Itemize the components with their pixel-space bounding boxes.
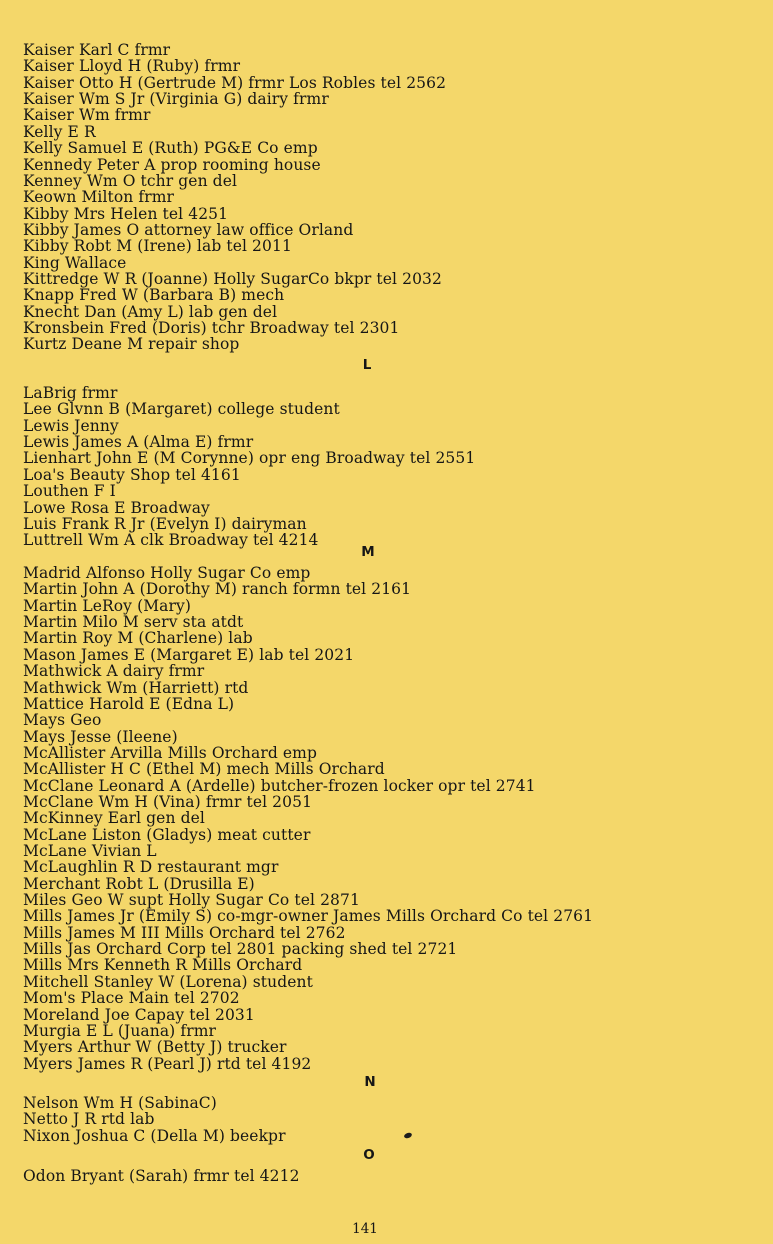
directory-entry: Kaiser Lloyd H (Ruby) frmr [23,57,241,76]
directory-entry: Kittredge W R (Joanne) Holly SugarCo bkpr tel 2032 [23,269,442,288]
directory-entry: Kaiser Wm frmr [23,106,151,125]
directory-entry: Kelly E R [23,122,96,141]
directory-entry: Nelson Wm H (SabinaC) [23,1094,217,1112]
directory-entry: Merchant Robt L (Drusilla E) [23,874,255,893]
directory-entry: McClane Leonard A (Ardelle) butcher-frozen locker opr tel 2741 [23,776,536,795]
section-letter-heading: M [361,544,375,560]
directory-entry: Mitchell Stanley W (Lorena) student [23,972,313,991]
directory-entry: Mom's Place Main tel 2702 [23,989,240,1008]
directory-entry: Lowe Rosa E Broadway [23,498,210,517]
directory-entry: Lewis James A (Alma E) frmr [23,433,254,452]
section-letter-heading: L [362,357,372,373]
directory-entry: Myers Arthur W (Betty J) trucker [23,1038,287,1057]
directory-entry: Martin LeRoy (Mary) [23,596,192,615]
directory-entry: Mattice Harold E (Edna L) [23,694,235,713]
directory-entry: Lewis Jenny [23,416,119,435]
directory-entry: Lee Glvnn B (Margaret) college student [23,400,340,419]
directory-entry: Nixon Joshua C (Della M) beekpr [23,1126,286,1145]
page-number: 141 [352,1221,378,1237]
directory-entry: Martin Roy M (Charlene) lab [23,629,253,648]
directory-entry: Kaiser Wm S Jr (Virginia G) dairy frmr [23,90,329,109]
directory-entry: Kennedy Peter A prop rooming house [23,155,321,174]
directory-entry: McAllister H C (Ethel M) mech Mills Orchard [23,760,385,779]
directory-entry: Kurtz Deane M repair shop [23,335,240,354]
directory-entry: Kronsbein Fred (Doris) tchr Broadway tel 2301 [23,319,400,337]
directory-entry: Odon Bryant (Sarah) frmr tel 4212 [23,1167,300,1185]
directory-entry: Kibby James O attorney law office Orland [23,220,354,239]
directory-entry: Keown Milton frmr [23,188,175,207]
directory-entry: Mills James Jr (Emily S) co-mgr-owner James Mills Orchard Co tel 2761 [23,907,594,926]
ink-blot [403,1132,412,1139]
directory-entry: Kibby Mrs Helen tel 4251 [23,204,229,223]
directory-entry: McLane Liston (Gladys) meat cutter [23,825,311,844]
directory-entry: Martin John A (Dorothy M) ranch formn tel 2161 [23,580,412,599]
directory-entry: Martin Milo M serv sta atdt [23,613,244,631]
directory-entry: Kibby Robt M (Irene) lab tel 2011 [23,237,292,256]
directory-entry: McClane Wm H (Vina) frmr tel 2051 [23,792,313,811]
directory-entry: Madrid Alfonso Holly Sugar Co emp [23,564,311,582]
directory-entry: Mason James E (Margaret E) lab tel 2021 [23,645,355,664]
directory-entry: Kaiser Karl C frmr [23,41,171,59]
directory-entry: McKinney Earl gen del [23,809,205,828]
directory-entry: LaBrig frmr [23,384,118,402]
directory-entry: Kenney Wm O tchr gen del [23,171,238,190]
directory-entry: Mays Jesse (Ileene) [23,727,178,746]
directory-entry: McLane Vivian L [23,842,157,860]
directory-entry: Loa's Beauty Shop tel 4161 [23,465,241,484]
directory-entry: McLaughlin R D restaurant mgr [23,858,279,877]
directory-entry: Kelly Samuel E (Ruth) PG&E Co emp [23,139,318,158]
directory-entry: King Wallace [23,253,127,272]
directory-entry: Knecht Dan (Amy L) lab gen del [23,302,278,321]
directory-entry: Moreland Joe Capay tel 2031 [23,1005,255,1024]
directory-entry: Murgia E L (Juana) frmr [23,1021,217,1040]
directory-entry: Luttrell Wm A clk Broadway tel 4214 [23,531,319,550]
directory-entry: Miles Geo W supt Holly Sugar Co tel 2871 [23,891,360,909]
directory-entry: McAllister Arvilla Mills Orchard emp [23,743,318,762]
directory-entry: Mills Jas Orchard Corp tel 2801 packing shed tel 2721 [23,940,458,958]
directory-entry: Mathwick A dairy frmr [23,662,205,681]
directory-entry: Luis Frank R Jr (Evelyn I) dairyman [23,514,307,533]
directory-entry: Mays Geo [23,711,102,730]
directory-entry: Netto J R rtd lab [23,1110,155,1129]
directory-entry: Lienhart John E (M Corynne) opr eng Broadway tel 2551 [23,449,476,468]
directory-entry: Kaiser Otto H (Gertrude M) frmr Los Robles tel 2562 [23,73,447,92]
directory-entry: Mills Mrs Kenneth R Mills Orchard [23,956,303,975]
directory-entry: Myers James R (Pearl J) rtd tel 4192 [23,1054,312,1073]
directory-entry: Louthen F I [23,482,116,501]
directory-entry: Knapp Fred W (Barbara B) mech [23,286,285,305]
section-letter-heading: O [363,1147,375,1163]
directory-entry: Mathwick Wm (Harriett) rtd [23,678,249,697]
directory-entry: Mills James M III Mills Orchard tel 2762 [23,923,346,942]
section-letter-heading: N [364,1074,376,1090]
